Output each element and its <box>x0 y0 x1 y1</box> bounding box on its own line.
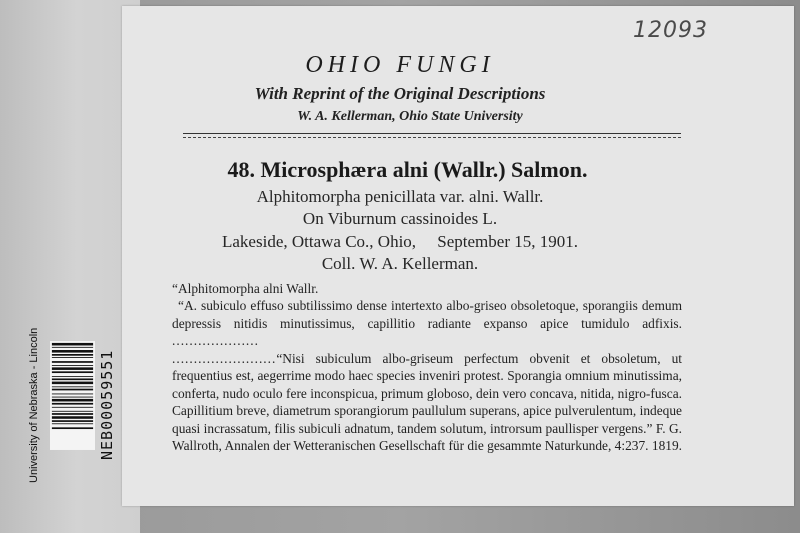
collector-line: Coll. W. A. Kellerman. <box>321 254 479 273</box>
catalog-number: 12093 <box>633 18 708 43</box>
species-heading: 48. Microsphæra alni (Wallr.) Salmon. <box>227 157 588 182</box>
divider-line-dashed <box>183 137 681 138</box>
ellipsis-dots: .................... <box>172 333 259 348</box>
description-paragraph-1 <box>172 297 682 350</box>
description-paragraph-2-text: “Nisi subiculum albo-griseum perfectum obvenit et obsoletum, ut frequentius est, aegerrime modo haec species inveniri protest. Sporangia omnium minutissima, conferta, nudo oculo fere inconspicua, primum globoso, dein vero concava, nitida, nigro-fusca. Capillitium breve, diametrum sporangiorum paullulum superans, apice pulverulentum, indeque quasi incrassatum, filis subiculi adnatum, tandem solutum, introrsum paullisper vergens.” F. G. Wallroth, Annalen der Wetteranischen Gesellschaft für die gesammte Naturkunde, 4:237. 1819. <box>172 350 683 453</box>
description-body <box>172 297 682 455</box>
divider-line <box>183 133 681 134</box>
description-paragraph-2 <box>172 350 682 455</box>
barcode-number: NEB00059551 <box>98 349 116 460</box>
ellipsis-dots-lead: ........................ <box>172 350 277 366</box>
description-name-line: “Alphitomorpha alni Wallr. <box>172 281 319 296</box>
host-line: On Viburnum cassinoides L. <box>302 209 498 228</box>
series-author: W. A. Kellerman, Ohio State University <box>297 109 523 124</box>
locality-line: Lakeside, Ottawa Co., Ohio, September 15, 1901. <box>222 232 578 251</box>
series-title: OHIO FUNGI <box>305 52 495 78</box>
series-subtitle: With Reprint of the Original Descriptions <box>254 84 546 103</box>
barcode <box>50 288 95 503</box>
description-paragraph-1-text: “A. subiculo effuso subtilissimo dense intertexto albo-griseo obsoletoque, sporangiis demum depressis nitidis minutissimus, capillitio radiante expanso apice tumidulo adfixis. <box>172 298 682 331</box>
synonym-line: Alphitomorpha penicillata var. alni. Wallr. <box>256 187 544 206</box>
barcode-institution: University of Nebraska - Lincoln <box>28 327 40 483</box>
